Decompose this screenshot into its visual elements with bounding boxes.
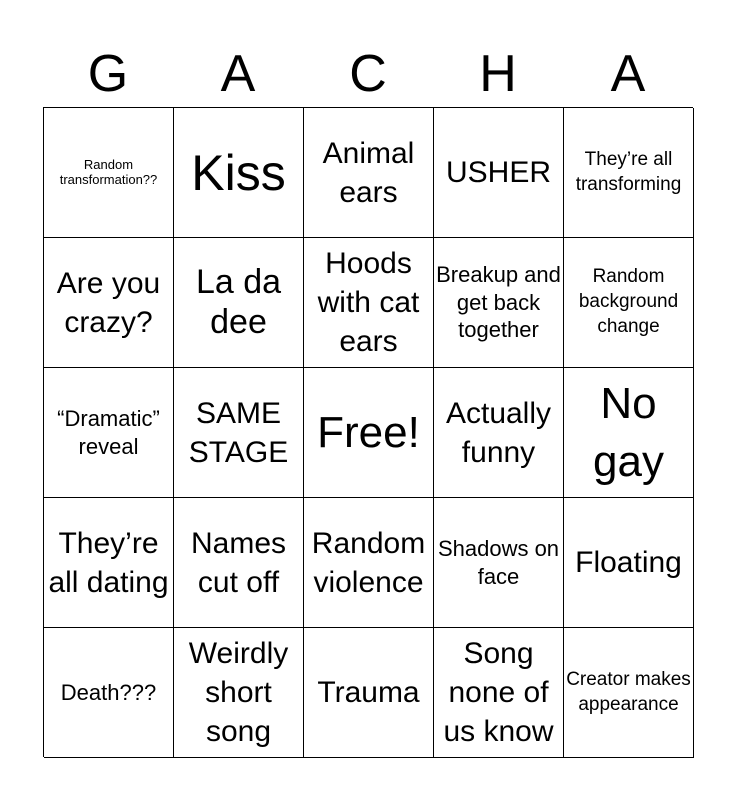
- bingo-cell[interactable]: Animal ears: [304, 108, 434, 238]
- bingo-cell[interactable]: They’re all dating: [44, 498, 174, 628]
- header-letter-2: A: [220, 45, 256, 103]
- bingo-cell[interactable]: Shadows on face: [434, 498, 564, 628]
- header-letter-3: C: [349, 45, 387, 103]
- bingo-cell[interactable]: Hoods with cat ears: [304, 238, 434, 368]
- bingo-cell[interactable]: No gay: [564, 368, 694, 498]
- bingo-cell[interactable]: Song none of us know: [434, 628, 564, 758]
- header-letter-4: H: [479, 45, 517, 103]
- bingo-cell[interactable]: Are you crazy?: [44, 238, 174, 368]
- bingo-cell[interactable]: Names cut off: [174, 498, 304, 628]
- bingo-board: [43, 107, 693, 757]
- bingo-cell[interactable]: La da dee: [174, 238, 304, 368]
- bingo-cell[interactable]: “Dramatic” reveal: [44, 368, 174, 498]
- header-letter-1: G: [87, 45, 129, 103]
- bingo-cell-free[interactable]: Free!: [304, 368, 434, 498]
- bingo-cell[interactable]: Death???: [44, 628, 174, 758]
- bingo-cell[interactable]: Weirdly short song: [174, 628, 304, 758]
- bingo-cell[interactable]: They’re all transforming: [564, 108, 694, 238]
- bingo-cell[interactable]: Random violence: [304, 498, 434, 628]
- bingo-cell[interactable]: Random background change: [564, 238, 694, 368]
- bingo-cell[interactable]: Kiss: [174, 108, 304, 238]
- bingo-cell[interactable]: Creator makes appearance: [564, 628, 694, 758]
- bingo-cell[interactable]: Floating: [564, 498, 694, 628]
- bingo-cell[interactable]: Actually funny: [434, 368, 564, 498]
- bingo-cell[interactable]: SAME STAGE: [174, 368, 304, 498]
- bingo-cell[interactable]: USHER: [434, 108, 564, 238]
- bingo-cell[interactable]: Breakup and get back together: [434, 238, 564, 368]
- header-letter-5: A: [610, 45, 646, 103]
- bingo-cell[interactable]: Random transformation??: [44, 108, 174, 238]
- bingo-cell[interactable]: Trauma: [304, 628, 434, 758]
- bingo-header: [43, 40, 693, 108]
